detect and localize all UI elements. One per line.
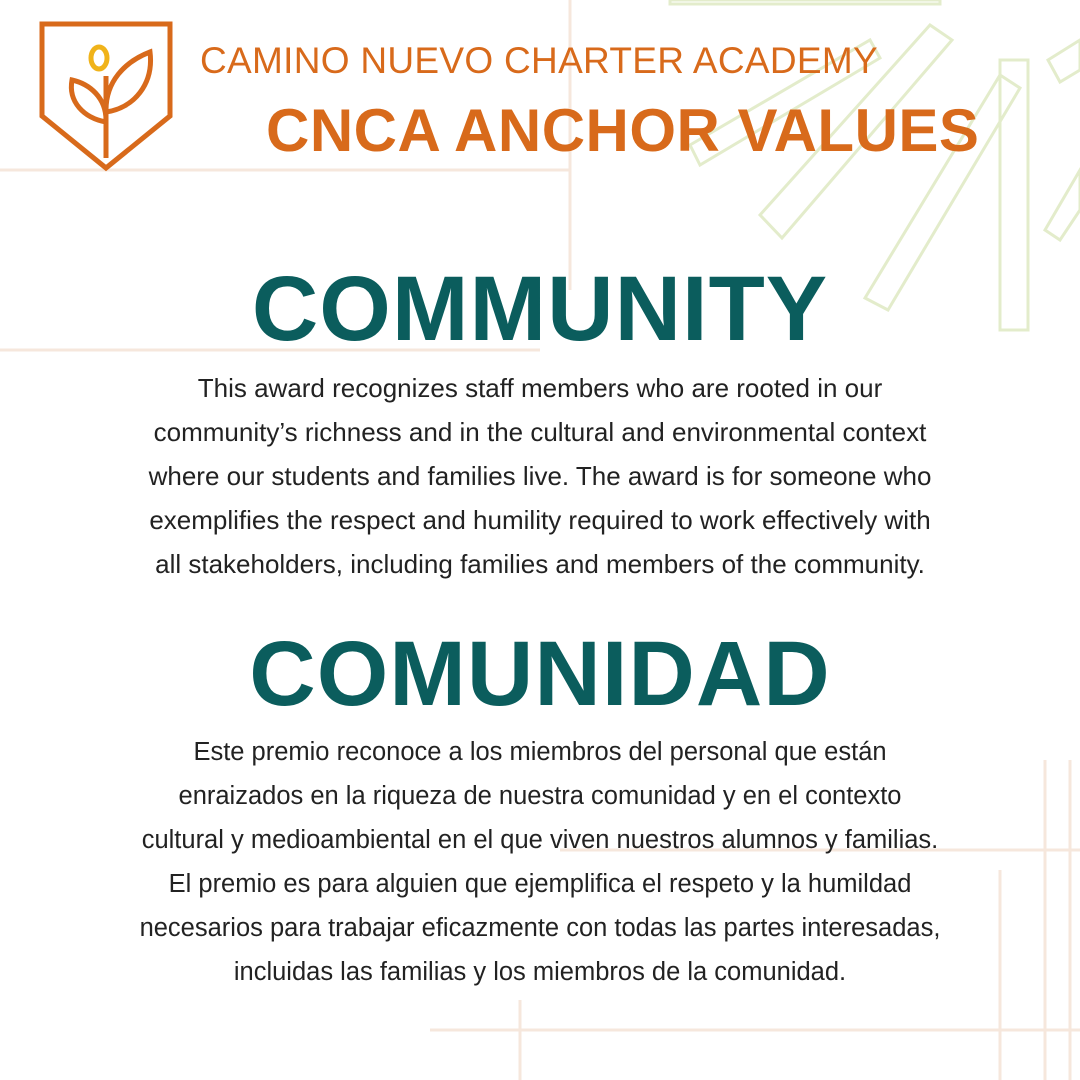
description-line: exemplifies the respect and humility required to work effectively with [149, 505, 931, 535]
spanish-heading: COMUNIDAD [249, 623, 831, 725]
english-heading: COMMUNITY [251, 258, 829, 360]
organization-name: CAMINO NUEVO CHARTER ACADEMY [200, 40, 878, 81]
sprout-shield-icon [36, 18, 176, 173]
description-line: necesarios para trabajar eficazmente con todas las partes interesadas, [139, 914, 941, 942]
description-line: cultural y medioambiental en el que viven nuestros alumnos y familias. [141, 826, 939, 854]
description-line: incluidas las familias y los miembros de la comunidad. [233, 958, 847, 986]
description-line: Este premio reconoce a los miembros del personal que están [193, 738, 887, 766]
page-title: CNCA ANCHOR VALUES [266, 97, 980, 164]
description-line: where our students and families live. The award is for someone who [148, 461, 932, 491]
description-line: community’s richness and in the cultural and environmental context [153, 417, 927, 447]
description-line: enraizados en la riqueza de nuestra comunidad y en el contexto [178, 782, 902, 810]
description-line: all stakeholders, including families and members of the community. [155, 549, 925, 579]
description-line: El premio es para alguien que ejemplifica el respeto y la humildad [168, 870, 912, 898]
spanish-description [60, 730, 1020, 994]
english-description [60, 366, 1020, 586]
description-line: This award recognizes staff members who are rooted in our [197, 373, 883, 403]
